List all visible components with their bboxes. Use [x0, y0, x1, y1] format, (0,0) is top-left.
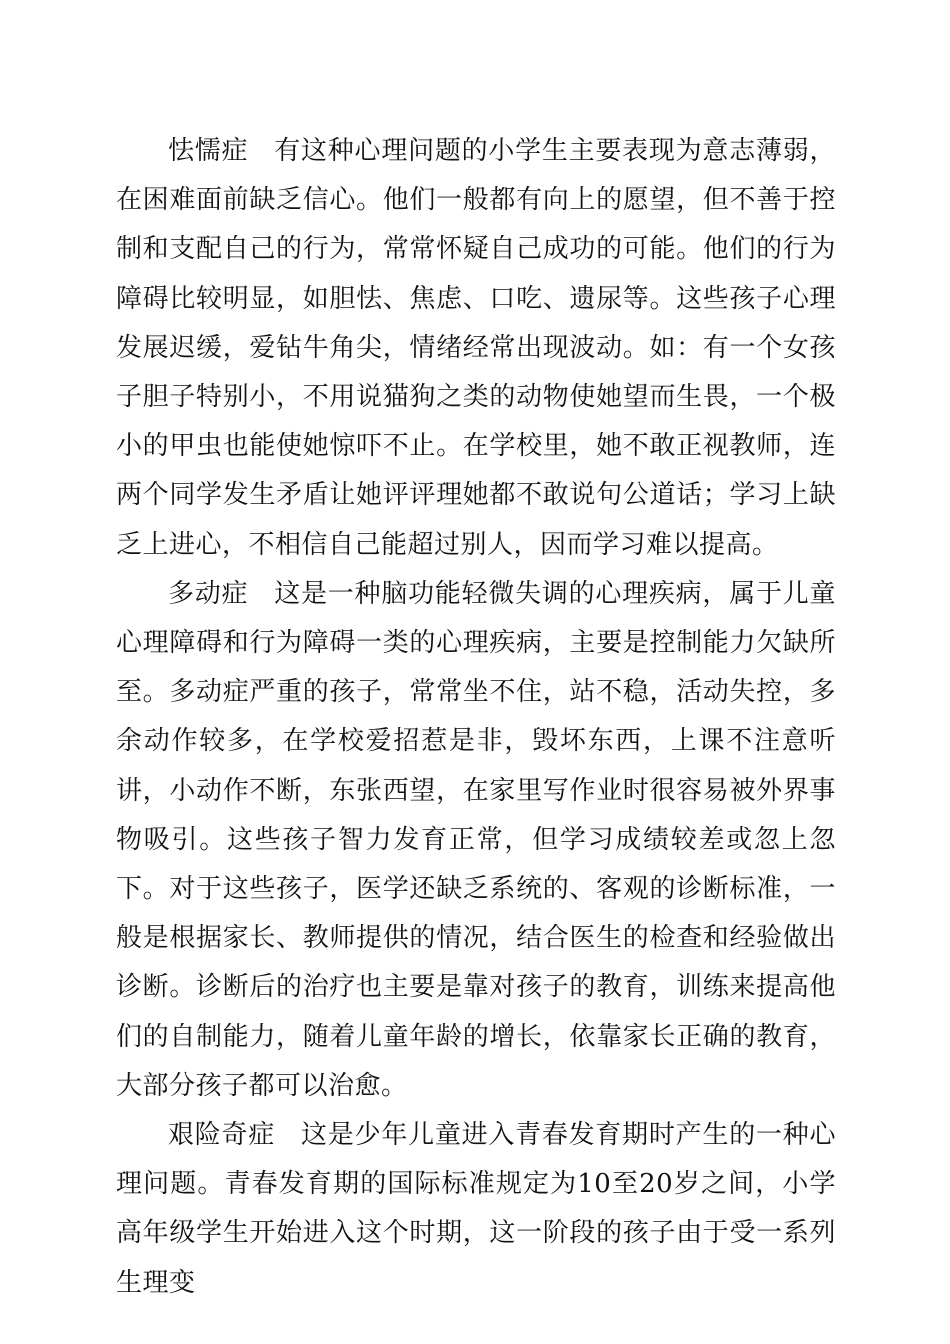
- paragraph-body: 这是少年儿童进入青春发育期时产生的一种心理问题。青春发育期的国际标准规定为10至20岁之间，小学高年级学生开始进入这个时期，这一阶段的孩子由于受一系列生理变: [116, 1120, 836, 1298]
- paragraph-cowardice: [116, 127, 836, 570]
- paragraph-term: 怯懦症: [168, 136, 249, 166]
- paragraph-term: 多动症: [168, 578, 249, 609]
- document-page: [116, 127, 836, 1308]
- paragraph-body: 有这种心理问题的小学生主要表现为意志薄弱，在困难面前缺乏信心。他们一般都有向上的愿望，但不善于控制和支配自己的行为，常常怀疑自己成功的可能。他们的行为障碍比较明显，如胆怯、焦虑、口吃、遗尿等。这些孩子心理发展迟缓，爱钻牛角尖，情绪经常出现波动。如：有一个女孩子胆子特别小，不用说猫狗之类的动物使她望而生畏，一个极小的甲虫也能使她惊吓不止。在学校里，她不敢正视教师，连两个同学发生矛盾让她评评理她都不敢说句公道话；学习上缺乏上进心，不相信自己能超过别人，因而学习难以提高。: [116, 136, 836, 560]
- paragraph-third-condition: [116, 1111, 836, 1308]
- paragraph-term: 艰险奇症: [168, 1120, 276, 1151]
- paragraph-hyperactivity: [116, 570, 836, 1111]
- paragraph-body: 这是一种脑功能轻微失调的心理疾病，属于儿童心理障碍和行为障碍一类的心理疾病，主要是控制能力欠缺所至。多动症严重的孩子，常常坐不住，站不稳，活动失控，多余动作较多，在学校爱招惹是非，毁坏东西，上课不注意听讲，小动作不断，东张西望，在家里写作业时很容易被外界事物吸引。这些孩子智力发育正常，但学习成绩较差或忽上忽下。对于这些孩子，医学还缺乏系统的、客观的诊断标准，一般是根据家长、教师提供的情况，结合医生的检查和经验做出诊断。诊断后的治疗也主要是靠对孩子的教育，训练来提高他们的自制能力，随着儿童年龄的增长，依靠家长正确的教育，大部分孩子都可以治愈。: [116, 578, 836, 1101]
